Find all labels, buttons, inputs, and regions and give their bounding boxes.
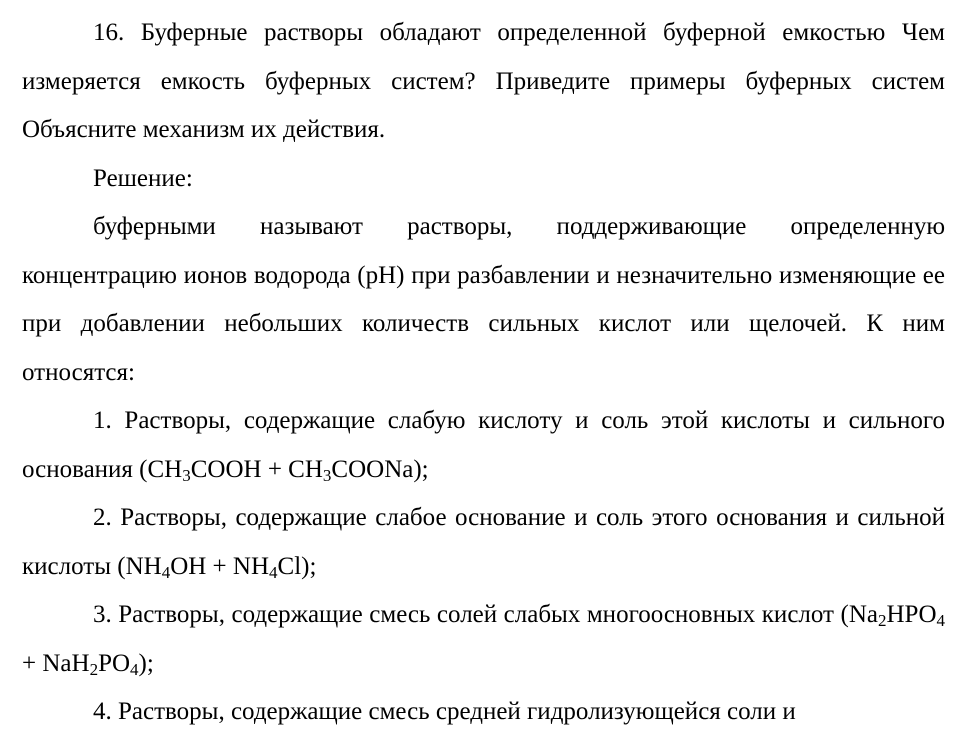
question-paragraph: 16. Буферные растворы обладают определенной буферной емкостью Чем измеряется емкость буферных систем? Приведите примеры буферных систем Объясните механизм их действия. [22, 19, 945, 143]
subscript: 2 [877, 611, 887, 630]
buffer-item-2 [22, 494, 945, 591]
formula-part: + NaH [22, 649, 90, 677]
item-text: 3. Растворы, содержащие смесь солей слабых многоосновных кислот (Na [93, 601, 878, 628]
item-text: 1. Растворы, содержащие слабую кислоту и соль этой кислоты и сильного основания (CH [22, 407, 945, 483]
buffer-item-4 [22, 688, 945, 737]
subscript: 2 [89, 659, 99, 679]
buffer-item-3 [22, 591, 945, 688]
definition-paragraph: буферными называют растворы, поддерживающие определенную концентрацию ионов водорода (рН) при разбавлении и незначительно изменяющие ее при добавлении небольших количеств сильных кислот или щелочей. К ним относятся: [22, 213, 945, 386]
item-text: 4. Растворы, содержащие смесь средней гидролизующейся соли и [93, 698, 796, 725]
subscript: 4 [936, 611, 945, 630]
subscript: 4 [130, 659, 139, 679]
formula-part: COONa); [331, 455, 429, 483]
formula-part: ); [138, 649, 154, 677]
formula-part: HPO [886, 601, 937, 628]
subscript: 4 [269, 562, 278, 582]
item-text: 2. Растворы, содержащие слабое основание и соль этого основания и сильной кислоты (NH [22, 504, 945, 580]
subscript: 4 [161, 562, 171, 582]
subscript: 3 [322, 465, 332, 485]
buffer-item-1 [22, 397, 945, 494]
formula-part: COOH + CH [190, 455, 323, 483]
formula-part: PO [98, 649, 131, 677]
formula-part: Cl); [277, 552, 317, 580]
solution-heading: Решение: [93, 164, 193, 192]
subscript: 3 [182, 465, 191, 485]
formula-part: OH + NH [170, 552, 270, 580]
